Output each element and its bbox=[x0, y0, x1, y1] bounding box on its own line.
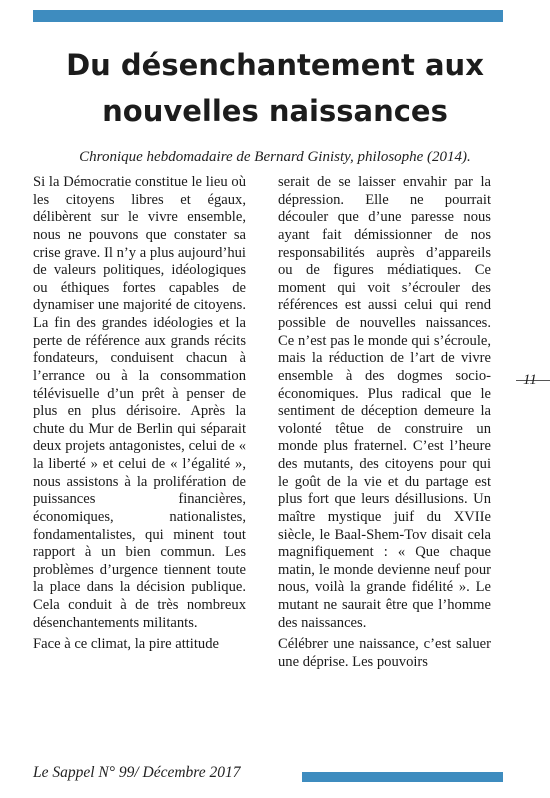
text-column-right bbox=[278, 174, 491, 672]
text-column-left bbox=[33, 174, 246, 654]
top-accent-bar bbox=[33, 10, 503, 22]
page-number: 11 bbox=[523, 372, 537, 388]
article-subtitle: Chronique hebdomadaire de Bernard Ginisty, philosophe (2014). bbox=[79, 149, 471, 165]
paragraph: Face à ce climat, la pire attitude bbox=[33, 636, 219, 653]
paragraph: Célébrer une naissance, c’est saluer une déprise. Les pouvoirs bbox=[278, 636, 491, 670]
footer-issue: Le Sappel N° 99/ Décembre 2017 bbox=[33, 764, 241, 781]
bottom-accent-bar bbox=[302, 772, 503, 782]
paragraph: serait de se laisser envahir par la dépression. Elle ne pourrait découler que d’une paresse nous ayant fait démissionner de nos responsabilités auprès d’appareils ou de figures médiatiques. Ce moment qui voit s’écrouler des références est aussi celui qui rend possible de nouvelles naissances. Ce n’est pas le monde qui s’écroule, mais la réduction de l’art de vivre ensemble à des dogmes socio-économiques. Plus radical que le sentiment de déception demeure la volonté têtue de construire un monde plus fraternel. C’est l’heure des mutants, des citoyens pour qui le goût de la vie et du partage est plus fort que leurs désillusions. Un maître mystique juif du XVIIe siècle, le Baal-Shem-Tov disait cela magnifiquement : « Que chaque matin, le monde devienne neuf pour nous, voilà la grande fidélité ». Le mutant ne saurait être que l’homme des naissances. bbox=[278, 174, 491, 631]
article-title: Du désenchantement aux nouvelles naissances bbox=[66, 48, 484, 128]
paragraph: Si la Démocratie constitue le lieu où les citoyens libres et égaux, délibèrent sur le vivre ensemble, nous ne pouvons que constater sa crise grave. Il n’y a plus aujourd’hui de valeurs politiques, idéologiques ou éthiques fortes capables de dynamiser une majorité de citoyens. La fin des grandes idéologies et la perte de référence aux grands récits fondateurs, conduisent chacun à l’errance ou à la consommation télévisuelle d’un prêt à penser de plus en plus dérisoire. Après la chute du Mur de Berlin qui séparait deux projets antagonistes, celui de « la liberté » et celui de « l’égalité », nous assistons à la prolifération de puissances financières, économiques, nationalistes, fondamentalistes, qui minent tout rapport à un bien commun. Les problèmes d’urgence tiennent toute la place dans la décision publique. Cela conduit à de très nombreux désenchantements militants. bbox=[33, 174, 246, 631]
